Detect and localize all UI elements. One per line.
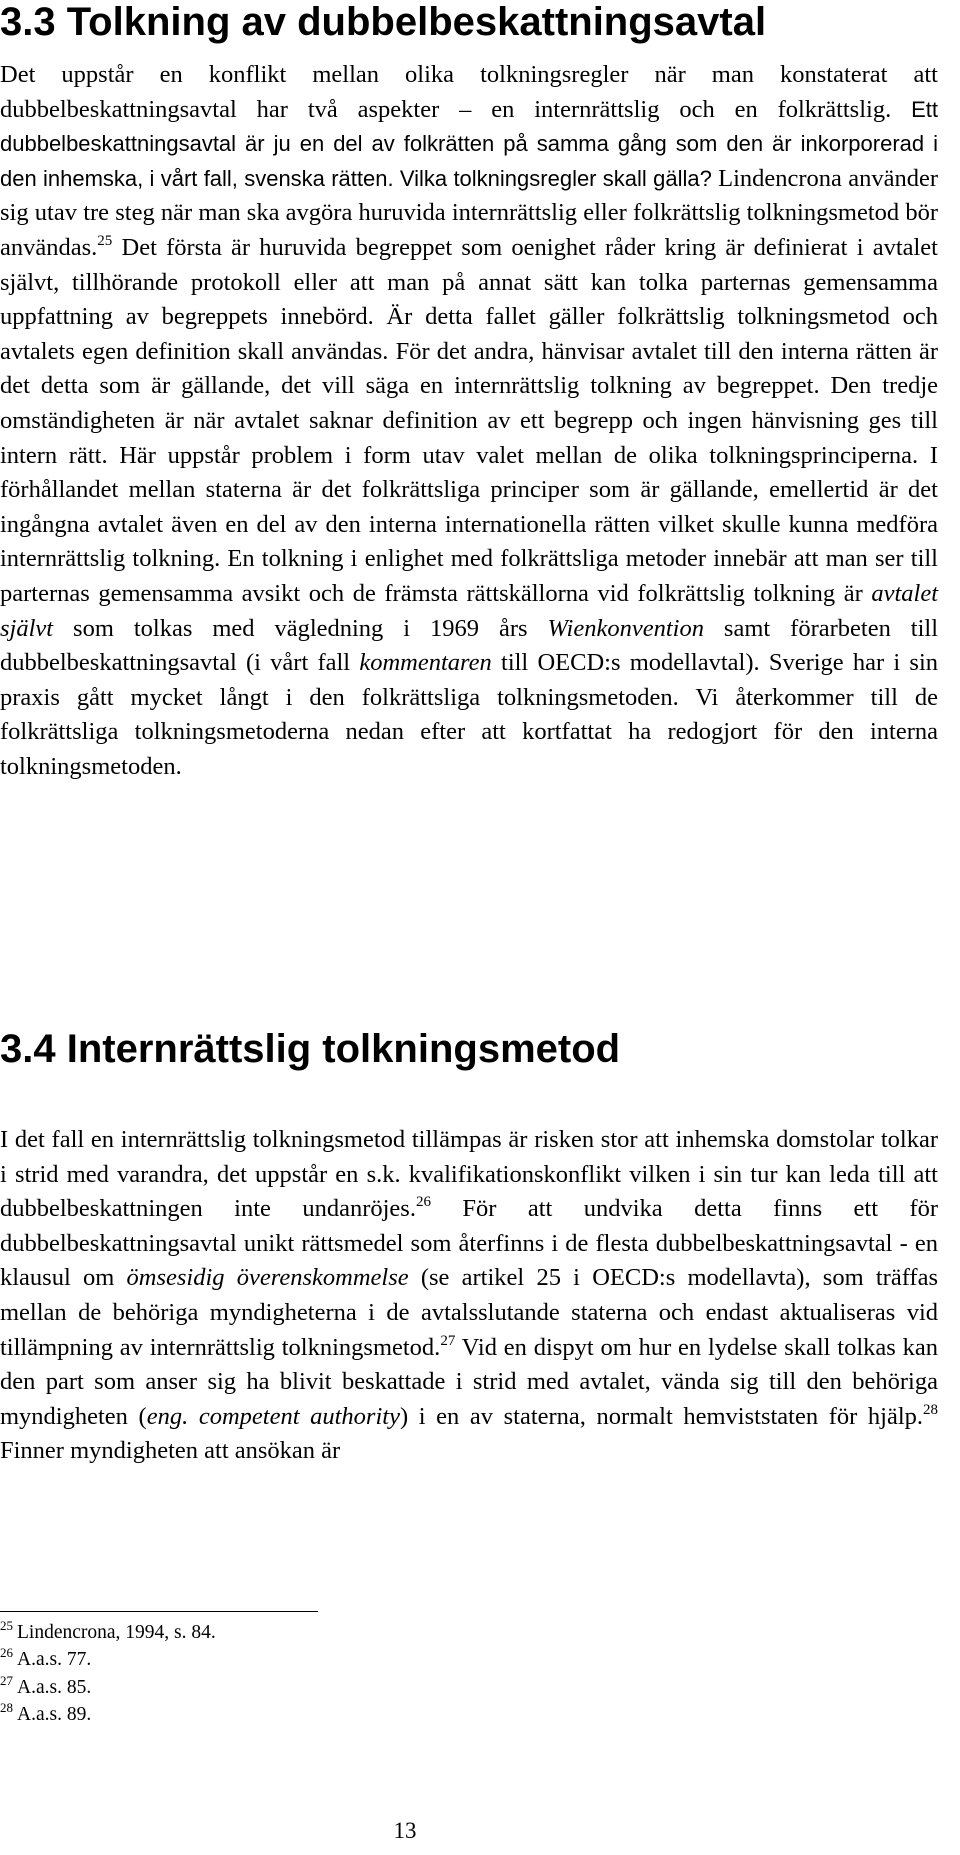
emphasis-text: avtalet självt [0, 579, 938, 642]
paragraph-text: Lindencrona använder sig utav tre steg när man ska avgöra huruvida internrättslig eller folkrättslig tolkningsmetod bör användas. [0, 164, 938, 261]
section-heading-3-3: 3.3 Tolkning av dubbelbeskattningsavtal [0, 0, 767, 44]
footnote-separator [0, 1611, 318, 1612]
footnote-number: 25 [0, 1618, 13, 1633]
footnote-item [0, 1646, 216, 1673]
footnote-item [0, 1701, 216, 1728]
paragraph-text-sans: Ett dubbelbeskattningsavtal är ju en del av folkrätten på samma gång som den är inkorporerad i den inhemska, i vårt fall, svenska rätten. Vilka tolkningsregler skall gälla? [0, 96, 938, 191]
footnote-text: A.a.s. 85. [17, 1676, 92, 1698]
footnote-number: 28 [0, 1700, 13, 1716]
emphasis-text: ömsesidig överenskommelse [126, 1264, 409, 1292]
section-heading-3-4: 3.4 Internrättslig tolkningsmetod [0, 1027, 621, 1071]
paragraph-text: I det fall en internrättslig tolkningsmetod tillämpas är risken stor att inhemska domstolar tolkar i strid med varandra, det uppstår en s.k. kvalifikationskonflikt vilken i sin tur kan leda till att dubbelbeskattningen inte undanröjes. [0, 1126, 938, 1223]
footnote-reference-26[interactable]: 26 [415, 1194, 431, 1211]
paragraph-text: ) i en av staterna, normalt hemviststaten för hjälp. [399, 1402, 924, 1430]
paragraph-text: Vid en dispyt om hur en lydelse skall tolkas kan den part som anser sig ha blivit beskattade i strid med avtalet, vända sig till den behöriga myndigheten ( [0, 1333, 938, 1430]
footnote-reference-27[interactable]: 27 [440, 1332, 456, 1349]
footnote-number: 26 [0, 1645, 13, 1661]
paragraph-text: Finner myndigheten att ansökan är [0, 1437, 341, 1465]
paragraph-3-4 [0, 1123, 938, 1469]
emphasis-text: eng. competent authority [146, 1402, 400, 1430]
paragraph-text: Det första är huruvida begreppet som oenighet råder kring är definierat i avtalet självt, tillhörande protokoll eller att man på annat sätt kan tolka parternas gemensamma uppfattning av begreppets innebörd. Är detta fallet gäller folkrättslig tolkningsmetod och avtalets egen definition skall användas. För det andra, hänvisar avtalet till den interna rätten är det detta som är gällande, det vill säga en internrättslig tolkning av begreppet. Den tredje omständigheten är när avtalet saknar definition av ett begrepp och ingen hänvisning ges till intern rätt. Här uppstår problem i form utav valet mellan de olika tolkningsprinciperna. I förhållandet mellan staterna är det folkrättsliga principer som är gällande, emellertid är det ingångna avtalet även en del av den interna internationella rätten vilket skulle kunna medföra internrättslig tolkning. En tolkning i enlighet med folkrättsliga metoder innebär att man ser till parternas gemensamma avsikt och de främsta rättskällorna vid folkrättslig tolkning är [0, 233, 938, 607]
page-number: 13 [393, 1818, 417, 1843]
footnote-text: Lindencrona, 1994, s. 84. [17, 1622, 216, 1643]
footnote-reference-25[interactable]: 25 [97, 232, 113, 249]
emphasis-text: Wienkonvention [547, 614, 704, 642]
paragraph-text: För att undvika detta finns ett för dubbelbeskattningsavtal unikt rättsmedel som återfinns i de flesta dubbelbeskattningsavtal - en klausul om [0, 1195, 939, 1292]
paragraph-text: samt förarbeten till dubbelbeskattningsavtal (i vårt fall [0, 614, 938, 677]
paragraph-text: till OECD:s modellavtal). Sverige har i sin praxis gått mycket långt i den folkrättsliga tolkningsmetoden. Vi återkommer till de folkrättsliga tolkningsmetoderna nedan efter att kortfattat ha redogjort för den interna tolkningsmetoden. [0, 649, 939, 780]
footnote-text: A.a.s. 77. [17, 1649, 92, 1671]
paragraph-text: Det uppstår en konflikt mellan olika tolkningsregler när man konstaterat att dubbelbeskattningsavtal har två aspekter – en internrättslig och en folkrättslig. [0, 61, 938, 123]
footnote-list [0, 1619, 216, 1729]
footnote-item [0, 1619, 216, 1646]
paragraph-text: som tolkas med vägledning i 1969 års [53, 614, 548, 642]
paragraph-text: (se artikel 25 i OECD:s modellavta), som träffas mellan de behöriga myndigheterna i de avtalsslutande staterna och endast aktualiseras vid tillämpning av internrättslig tolkningsmetod. [0, 1264, 938, 1361]
paragraph-3-3 [0, 58, 938, 784]
footnote-text: A.a.s. 89. [17, 1704, 92, 1726]
footnote-reference-28[interactable]: 28 [923, 1401, 939, 1418]
footnote-item [0, 1674, 216, 1701]
footnote-number: 27 [0, 1672, 13, 1688]
emphasis-text: kommentaren [359, 649, 492, 677]
